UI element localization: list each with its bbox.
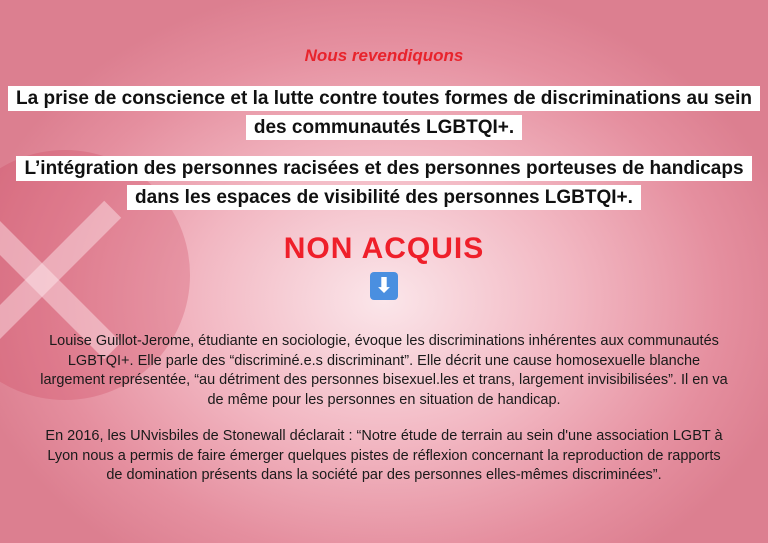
body-paragraph-1: Louise Guillot-Jerome, étudiante en sociologie, évoque les discriminations inhérentes aux communautés LGBTQI+. Elle parle des “discriminé.e.s discriminant”. Elle décrit une cause homosexuelle blanche largement représentée, “au détriment des personnes bisexuel.les et trans, largement invisibilisées”. Il en va de même pour les personnes en situation de handicap. — [40, 333, 728, 408]
status-label: NON ACQUIS — [283, 232, 485, 265]
claim-2 — [0, 154, 768, 212]
kicker-title: Nous revendiquons — [304, 46, 464, 65]
claim-2-text: L’intégration des personnes racisées et des personnes porteuses de handicaps dans les espaces de visibilité des personnes LGBTQI+. — [16, 156, 751, 210]
body-paragraph-2: En 2016, les UNvisbiles de Stonewall déclarait : “Notre étude de terrain au sein d'une association LGBT à Lyon nous a permis de faire émerger quelques pistes de réflexion concernant la reproduction de rapports de domination présents dans la société par des personnes elles-mêmes discriminées”. — [45, 428, 723, 483]
claim-1 — [0, 84, 768, 142]
claim-1-text: La prise de conscience et la lutte contre toutes formes de discriminations au sein des communautés LGBTQI+. — [8, 86, 760, 140]
down-arrow-icon: ⬇ — [370, 272, 398, 300]
